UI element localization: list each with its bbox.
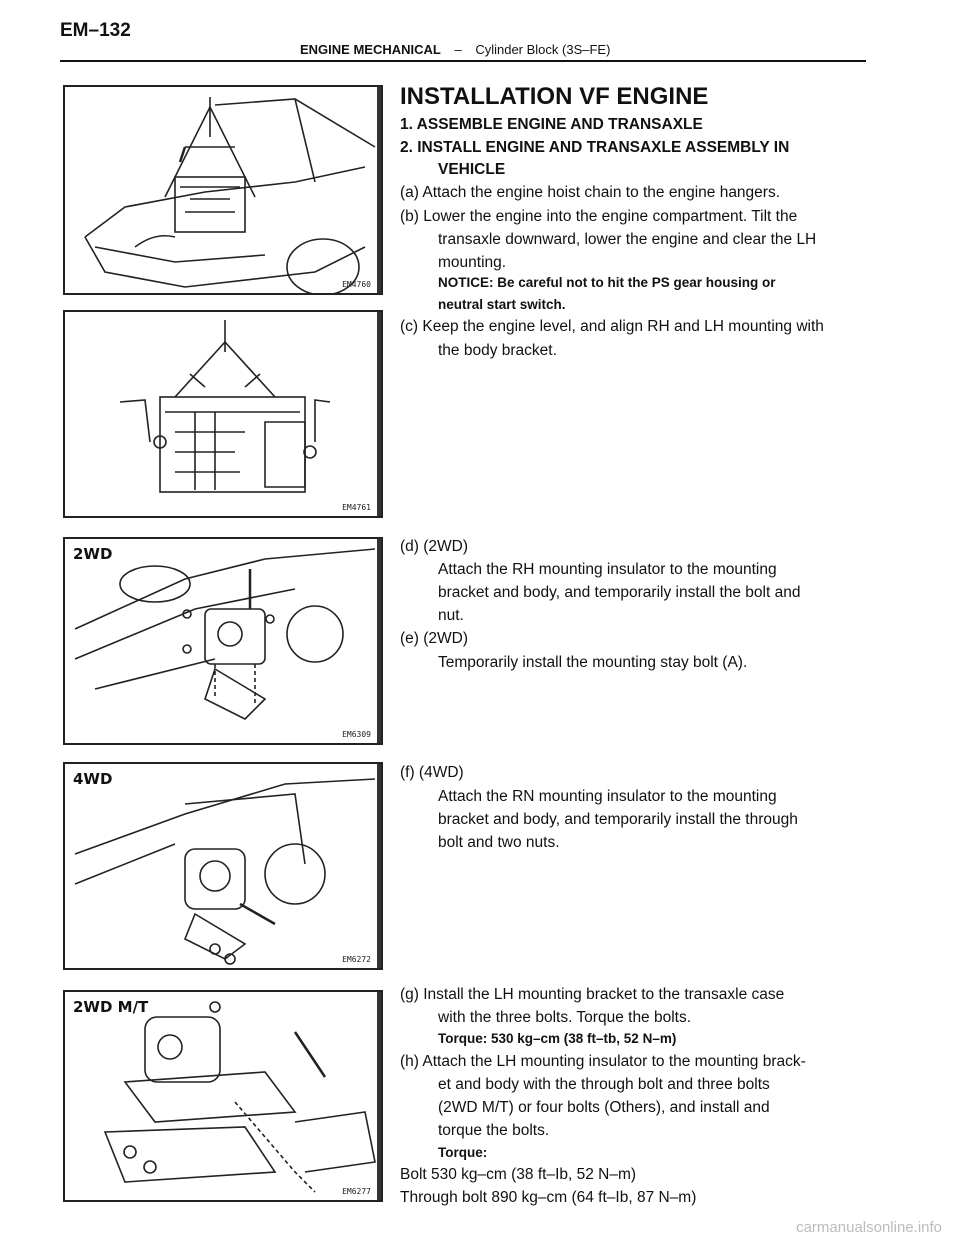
engine-hoist-car-illustration: [65, 87, 383, 295]
figure-engine-level: [63, 310, 383, 518]
page-number: EM–132: [60, 20, 131, 41]
rh-mounting-illustration: [65, 539, 383, 745]
figure-code: EM4760: [342, 280, 371, 289]
step-d-line2: Attach the RH mounting insulator to the mounting: [438, 561, 777, 578]
watermark: carmanualsonline.info: [796, 1219, 942, 1236]
step-g-line1: (g) Install the LH mounting bracket to the transaxle case: [400, 986, 785, 1003]
step-b-line2: transaxle downward, lower the engine and clear the LH: [438, 231, 817, 248]
step-c-line2: the body bracket.: [438, 342, 557, 359]
step-g-torque: Torque: 530 kg–cm (38 ft–tb, 52 N–m): [438, 1031, 677, 1046]
step-h-line1: (h) Attach the LH mounting insulator to the mounting brack-: [400, 1053, 806, 1070]
figure-engine-hoist-car: [63, 85, 383, 295]
step-d-line3: bracket and body, and temporarily install the bolt and: [438, 584, 801, 601]
figure-code: EM6309: [342, 730, 371, 739]
step-f-line2: Attach the RN mounting insulator to the mounting: [438, 788, 777, 805]
step-b-line1: (b) Lower the engine into the engine compartment. Tilt the: [400, 208, 798, 225]
step-h-line2: et and body with the through bolt and three bolts: [438, 1076, 770, 1093]
figure-label: 2WD: [73, 545, 113, 563]
figure-code: EM4761: [342, 503, 371, 512]
step-h-torque-label: Torque:: [438, 1145, 488, 1160]
step-d-line4: nut.: [438, 607, 464, 624]
step-a: (a) Attach the engine hoist chain to the engine hangers.: [400, 184, 781, 201]
figure-2wd-mt-lh-mounting: [63, 990, 383, 1202]
notice-line1: NOTICE: Be careful not to hit the PS gear housing or: [438, 275, 776, 290]
figure-label: 4WD: [73, 770, 113, 788]
figure-label: 2WD M/T: [73, 998, 149, 1016]
subsection-title: Cylinder Block (3S–FE): [475, 42, 611, 57]
engine-level-illustration: [65, 312, 383, 518]
torque-through-bolt: Through bolt 890 kg–cm (64 ft–Ib, 87 N–m): [400, 1189, 697, 1206]
header-rule: [60, 60, 866, 62]
figure-2wd-rh-mounting: [63, 537, 383, 745]
figure-4wd-mounting: [63, 762, 383, 970]
header-separator: –: [454, 42, 462, 57]
step-f-line4: bolt and two nuts.: [438, 834, 560, 851]
step-h-line3: (2WD M/T) or four bolts (Others), and install and: [438, 1099, 770, 1116]
torque-bolt: Bolt 530 kg–cm (38 ft–Ib, 52 N–m): [400, 1166, 637, 1183]
step-f-line1: (f) (4WD): [400, 764, 464, 781]
step-f-line3: bracket and body, and temporarily install the through: [438, 811, 798, 828]
step-e-line1: (e) (2WD): [400, 630, 469, 647]
step-h-line4: torque the bolts.: [438, 1122, 550, 1139]
step-b-line3: mounting.: [438, 254, 507, 271]
lh-mounting-illustration: [65, 992, 383, 1202]
step-2-line2: VEHICLE: [438, 161, 506, 178]
figure-code: EM6277: [342, 1187, 371, 1196]
step-2-line1: 2. INSTALL ENGINE AND TRANSAXLE ASSEMBLY IN: [400, 139, 790, 156]
rn-mounting-illustration: [65, 764, 383, 970]
section-title: ENGINE MECHANICAL: [300, 42, 441, 57]
step-1: 1. ASSEMBLE ENGINE AND TRANSAXLE: [400, 116, 703, 133]
step-c-line1: (c) Keep the engine level, and align RH and LH mounting with: [400, 318, 824, 335]
step-d-line1: (d) (2WD): [400, 538, 469, 555]
running-header: [300, 42, 610, 57]
figure-code: EM6272: [342, 955, 371, 964]
notice-line2: neutral start switch.: [438, 297, 566, 312]
page-title: INSTALLATION VF ENGINE: [400, 83, 709, 110]
step-e-line2: Temporarily install the mounting stay bolt (A).: [438, 654, 748, 671]
step-g-line2: with the three bolts. Torque the bolts.: [438, 1009, 692, 1026]
